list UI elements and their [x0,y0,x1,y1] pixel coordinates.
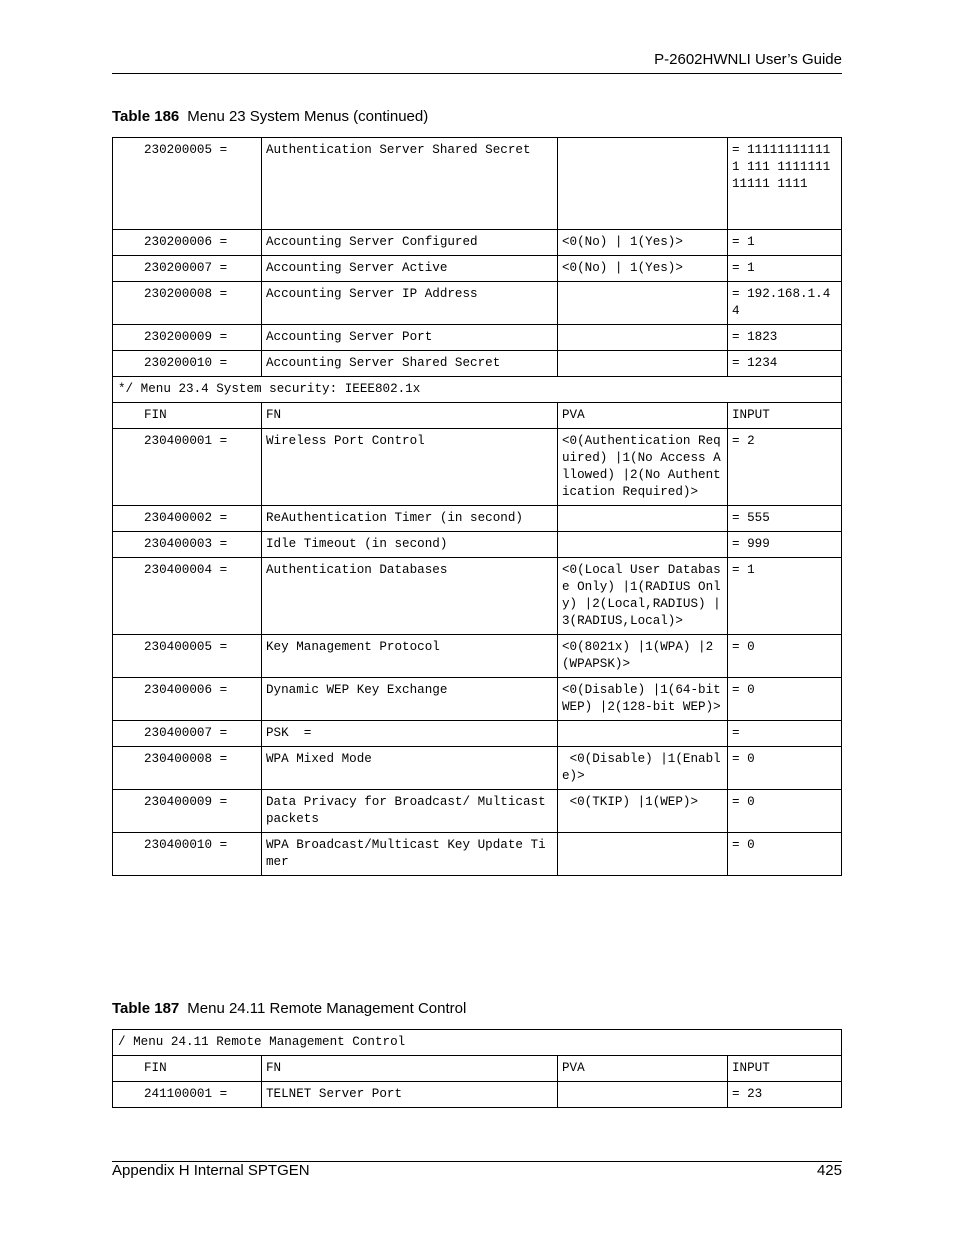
fin-cell: 230400010 = [113,833,262,876]
table-row [113,678,842,721]
table-row [113,429,842,506]
fn-cell: Dynamic WEP Key Exchange [262,678,558,721]
header-rule [112,73,842,74]
input-cell: = 0 [728,790,842,833]
table-187 [112,1029,842,1108]
table-186 [112,137,842,876]
pva-cell [558,325,728,351]
input-cell: = 1234 [728,351,842,377]
fin-cell: 230400007 = [113,721,262,747]
section-title: / Menu 24.11 Remote Management Control [113,1030,842,1056]
table-row [113,138,842,230]
table-187-caption-text: Menu 24.11 Remote Management Control [187,1000,467,1017]
pva-cell [558,351,728,377]
fn-cell: Authentication Databases [262,558,558,635]
table-row [113,558,842,635]
fn-cell: Data Privacy for Broadcast/ Multicast packets [262,790,558,833]
fin-cell: 230400003 = [113,532,262,558]
pva-cell [558,506,728,532]
input-cell: = 0 [728,833,842,876]
input-cell: = 1 [728,256,842,282]
table-row [113,1082,842,1108]
fin-cell: 230400009 = [113,790,262,833]
pva-cell: <0(Disable) |1(64-bit WEP) |2(128-bit WEP)> [558,678,728,721]
fn-cell: PSK = [262,721,558,747]
header-row [113,403,842,429]
fn-cell: Accounting Server IP Address [262,282,558,325]
pva-cell [558,1082,728,1108]
table-row [113,635,842,678]
input-cell: = 192.168.1.44 [728,282,842,325]
pva-cell: <0(No) | 1(Yes)> [558,230,728,256]
table-row [113,721,842,747]
column-header-input: INPUT [728,1056,842,1082]
table-186-caption-text: Menu 23 System Menus (continued) [187,108,429,125]
fin-cell: 230200007 = [113,256,262,282]
table-row [113,833,842,876]
input-cell: = 0 [728,635,842,678]
fn-cell: Accounting Server Configured [262,230,558,256]
input-cell: = 1823 [728,325,842,351]
input-cell: = 2 [728,429,842,506]
fin-cell: 230200006 = [113,230,262,256]
pva-cell [558,721,728,747]
fn-cell: Accounting Server Shared Secret [262,351,558,377]
pva-cell [558,282,728,325]
input-cell: = 555 [728,506,842,532]
input-cell: = 1 [728,230,842,256]
pva-cell [558,138,728,230]
fn-cell: Accounting Server Active [262,256,558,282]
section-row [113,1030,842,1056]
input-cell: = 23 [728,1082,842,1108]
fin-cell: 230400002 = [113,506,262,532]
table-row [113,506,842,532]
pva-cell: <0(Local User Database Only) |1(RADIUS Only) |2(Local,RADIUS) |3(RADIUS,Local)> [558,558,728,635]
fn-cell: Accounting Server Port [262,325,558,351]
fin-cell: 230200010 = [113,351,262,377]
column-header-pva: PVA [558,1056,728,1082]
table-row [113,230,842,256]
fn-cell: WPA Mixed Mode [262,747,558,790]
pva-cell [558,532,728,558]
input-cell: = 1 [728,558,842,635]
input-cell: = 999 [728,532,842,558]
column-header-fin: FIN [113,1056,262,1082]
pva-cell: <0(Authentication Required) |1(No Access Allowed) |2(No Authentication Required)> [558,429,728,506]
fin-cell: 230200009 = [113,325,262,351]
table-row [113,351,842,377]
table-row [113,325,842,351]
input-cell: = [728,721,842,747]
fn-cell: Idle Timeout (in second) [262,532,558,558]
pva-cell: <0(8021x) |1(WPA) |2(WPAPSK)> [558,635,728,678]
section-title: */ Menu 23.4 System security: IEEE802.1x [113,377,842,403]
column-header-fn: FN [262,403,558,429]
table-187-caption [112,1000,466,1017]
table-187-caption-label: Table 187 [112,1000,180,1017]
table-row [113,282,842,325]
fin-cell: 230200005 = [113,138,262,230]
column-header-input: INPUT [728,403,842,429]
input-cell: = 0 [728,747,842,790]
table-row [113,532,842,558]
fin-cell: 230400001 = [113,429,262,506]
column-header-fin: FIN [113,403,262,429]
fin-cell: 230400006 = [113,678,262,721]
fin-cell: 230400008 = [113,747,262,790]
table-row [113,747,842,790]
fin-cell: 230200008 = [113,282,262,325]
fin-cell: 230400005 = [113,635,262,678]
table-186-caption [112,108,428,125]
pva-cell: <0(Disable) |1(Enable)> [558,747,728,790]
input-cell: = 111111111111 111 111111111111 1111 [728,138,842,230]
section-row [113,377,842,403]
input-cell: = 0 [728,678,842,721]
fn-cell: WPA Broadcast/Multicast Key Update Timer [262,833,558,876]
table-row [113,790,842,833]
pva-cell [558,833,728,876]
pva-cell: <0(TKIP) |1(WEP)> [558,790,728,833]
table-row [113,256,842,282]
header-row [113,1056,842,1082]
pva-cell: <0(No) | 1(Yes)> [558,256,728,282]
fn-cell: Authentication Server Shared Secret [262,138,558,230]
column-header-fn: FN [262,1056,558,1082]
fn-cell: TELNET Server Port [262,1082,558,1108]
footer-section-title: Appendix H Internal SPTGEN [112,1162,310,1179]
fn-cell: Key Management Protocol [262,635,558,678]
table-186-caption-label: Table 186 [112,108,180,125]
fn-cell: ReAuthentication Timer (in second) [262,506,558,532]
page-number: 425 [816,1162,842,1179]
fin-cell: 230400004 = [113,558,262,635]
fn-cell: Wireless Port Control [262,429,558,506]
fin-cell: 241100001 = [113,1082,262,1108]
column-header-pva: PVA [558,403,728,429]
header-title: P-2602HWNLI User’s Guide [654,51,842,68]
